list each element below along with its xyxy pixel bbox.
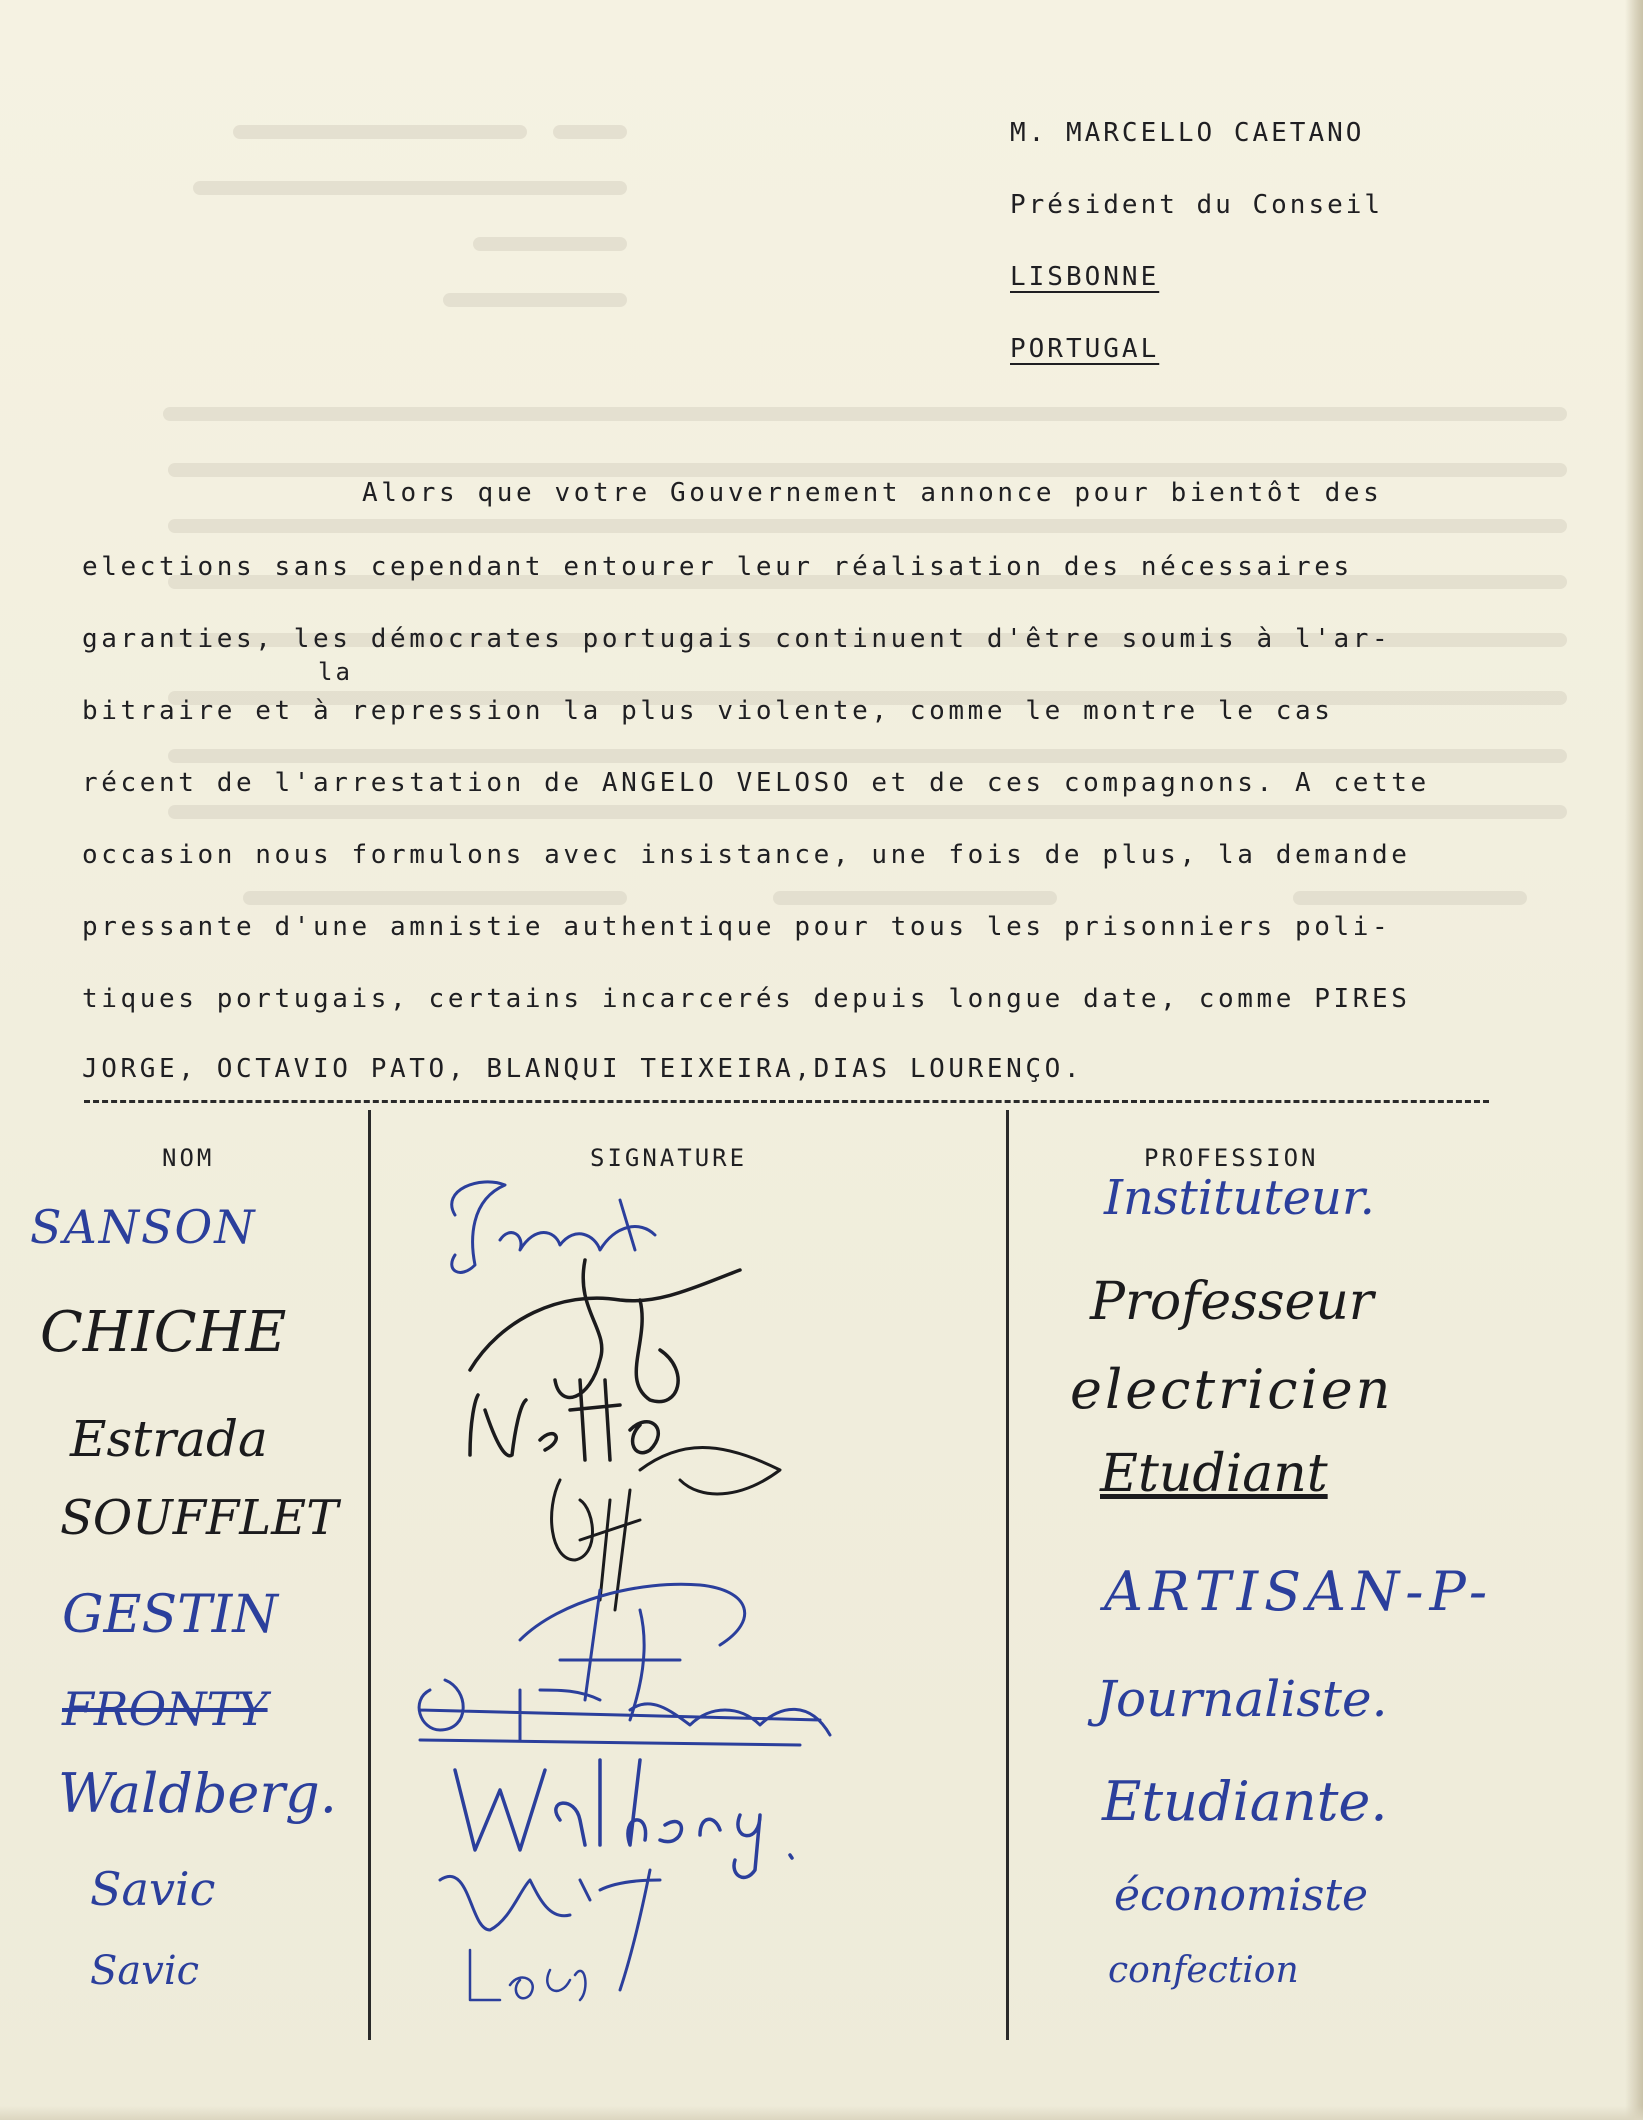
letter-line: JORGE, OCTAVIO PATO, BLANQUI TEIXEIRA,DIAS LOURENÇO. [82,1054,1084,1084]
letter-line: bitraire et à repression la plus violente, comme le montre le cas [82,696,1334,726]
letter-line: occasion nous formulons avec insistance, une fois de plus, la demande [82,840,1411,870]
header-nom: NOM [162,1144,215,1172]
recipient-country: PORTUGAL [1010,334,1160,364]
header-signature: SIGNATURE [590,1144,748,1172]
letter-line: pressante d'une amnistie authentique pour tous les prisonniers poli- [82,912,1392,942]
list-item-name: Savic [90,1862,216,1916]
letter-line: récent de l'arrestation de ANGELO VELOSO et de ces compagnons. A cette [82,768,1430,798]
letter-line: garanties, les démocrates portugais continuent d'être soumis à l'ar- [82,624,1392,654]
column-divider [368,1110,371,2040]
list-item-name: CHICHE [40,1300,287,1365]
list-item-name: Estrada [70,1410,268,1468]
table-top-rule [84,1100,1489,1103]
header-profession: PROFESSION [1144,1144,1319,1172]
list-item-profession: ARTISAN-P- [1104,1560,1494,1623]
list-item-profession: Professeur [1090,1272,1374,1332]
letter-line: Alors que votre Gouvernement annonce pour bientôt des [362,478,1383,508]
recipient-city: LISBONNE [1010,262,1160,292]
list-item-name: FRONTY [62,1682,268,1736]
list-item-profession: Etudiant [1100,1444,1328,1504]
letter-line: elections sans cependant entourer leur réalisation des nécessaires [82,552,1353,582]
paper-bottom-shadow [0,2106,1643,2120]
list-item-profession: Instituteur. [1104,1170,1375,1226]
paper-edge-shadow [1625,0,1643,2120]
list-item-profession: electricien [1070,1358,1394,1421]
list-item-name: SANSON [30,1200,257,1254]
list-item-profession: économiste [1114,1870,1369,1921]
interlinear-insert: la [318,658,353,686]
list-item-name: Waldberg. [58,1762,337,1825]
list-item-profession: Journaliste. [1096,1670,1388,1728]
list-item-profession: confection [1108,1950,1299,1991]
list-item-name: Savic [90,1948,200,1994]
list-item-name: GESTIN [62,1585,278,1645]
letter-line: tiques portugais, certains incarcerés depuis longue date, comme PIRES [82,984,1411,1014]
list-item-name: SOUFFLET [60,1490,339,1546]
list-item-profession: Etudiante. [1102,1770,1388,1833]
recipient-name: M. MARCELLO CAETANO [1010,118,1365,148]
column-divider [1006,1110,1009,2040]
recipient-title: Président du Conseil [1010,190,1384,220]
